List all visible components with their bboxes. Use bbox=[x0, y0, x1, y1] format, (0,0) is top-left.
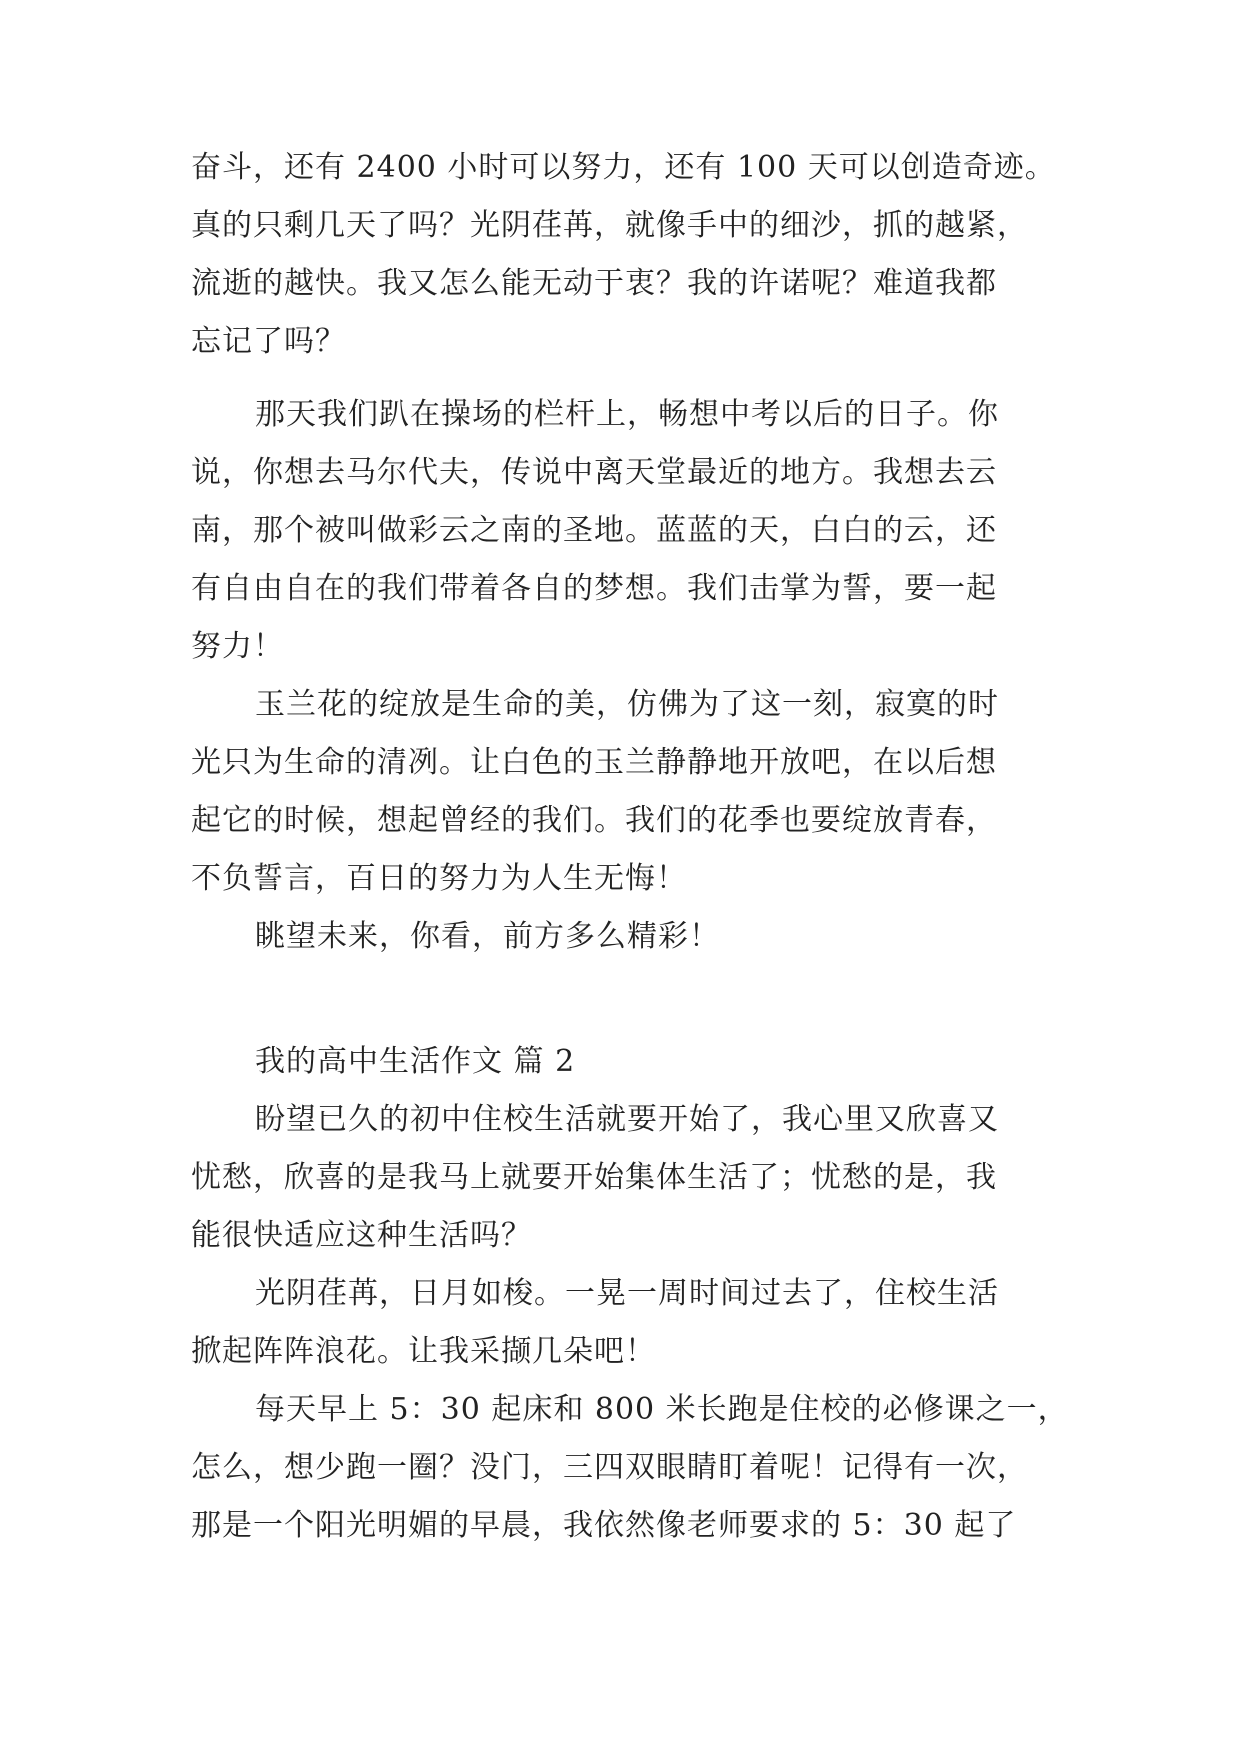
text-line: 南，那个被叫做彩云之南的圣地。蓝蓝的天，白白的云，还 bbox=[191, 513, 997, 548]
text-line: 真的只剩几天了吗？光阴荏苒，就像手中的细沙，抓的越紧， bbox=[191, 208, 1028, 243]
text-line: 光只为生命的清冽。让白色的玉兰静静地开放吧，在以后想 bbox=[191, 745, 997, 780]
text-line: 能很快适应这种生活吗？ bbox=[191, 1218, 532, 1253]
text-line: 忘记了吗？ bbox=[191, 324, 346, 359]
text-line: 眺望未来，你看，前方多么精彩！ bbox=[255, 919, 720, 954]
text-line: 那天我们趴在操场的栏杆上，畅想中考以后的日子。你 bbox=[255, 397, 999, 432]
text-line: 流逝的越快。我又怎么能无动于衷？我的许诺呢？难道我都 bbox=[191, 266, 997, 301]
text-line: 那是一个阳光明媚的早晨，我依然像老师要求的 5：30 起了 bbox=[191, 1508, 1017, 1543]
text-line: 有自由自在的我们带着各自的梦想。我们击掌为誓，要一起 bbox=[191, 571, 997, 606]
text-line: 玉兰花的绽放是生命的美，仿佛为了这一刻，寂寞的时 bbox=[255, 687, 999, 722]
text-line: 每天早上 5：30 起床和 800 米长跑是住校的必修课之一， bbox=[255, 1392, 1069, 1427]
text-line: 说，你想去马尔代夫，传说中离天堂最近的地方。我想去云 bbox=[191, 455, 997, 490]
text-line: 不负誓言，百日的努力为人生无悔！ bbox=[191, 861, 687, 896]
section-heading: 我的高中生活作文 篇 2 bbox=[255, 1044, 576, 1079]
text-line: 忧愁，欣喜的是我马上就要开始集体生活了；忧愁的是，我 bbox=[191, 1160, 997, 1195]
text-line: 起它的时候，想起曾经的我们。我们的花季也要绽放青春， bbox=[191, 803, 997, 838]
text-line: 奋斗，还有 2400 小时可以努力，还有 100 天可以创造奇迹。 bbox=[191, 150, 1056, 185]
text-line: 掀起阵阵浪花。让我采撷几朵吧！ bbox=[191, 1334, 656, 1369]
text-line: 盼望已久的初中住校生活就要开始了，我心里又欣喜又 bbox=[255, 1102, 999, 1137]
text-line: 光阴荏苒，日月如梭。一晃一周时间过去了，住校生活 bbox=[255, 1276, 999, 1311]
text-line: 怎么，想少跑一圈？没门，三四双眼睛盯着呢！记得有一次， bbox=[191, 1450, 1028, 1485]
text-line: 努力！ bbox=[191, 629, 284, 664]
